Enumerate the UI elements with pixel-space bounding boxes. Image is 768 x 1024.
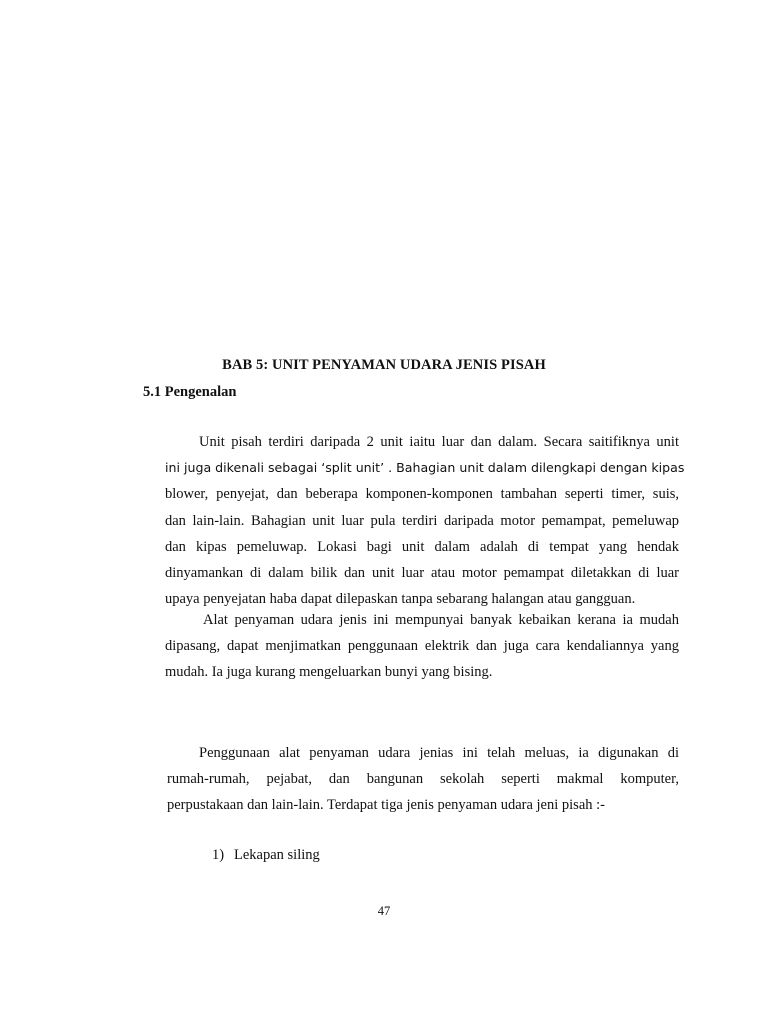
- paragraph-introduction: [165, 429, 685, 612]
- paragraph-usage: [167, 740, 679, 819]
- paragraph-line: upaya penyejatan haba dapat dilepaskan tanpa sebarang halangan atau gangguan.: [165, 591, 636, 608]
- paragraph-line: dipasang, dapat menjimatkan penggunaan elektrik dan juga cara kendaliannya yang: [165, 638, 679, 655]
- paragraph-line: Unit pisah terdiri daripada 2 unit iaitu luar dan dalam. Secara saitifiknya unit: [199, 434, 679, 450]
- paragraph-line: mudah. Ia juga kurang mengeluarkan bunyi yang bising.: [165, 664, 493, 681]
- list-item-number: 1): [212, 847, 225, 863]
- chapter-title: BAB 5: UNIT PENYAMAN UDARA JENIS PISAH: [222, 357, 546, 373]
- paragraph-line: ini juga dikenali sebagai ‘split unit’ . Bahagian unit dalam dilengkapi dengan kipas: [165, 460, 685, 476]
- paragraph-line: rumah-rumah, pejabat, dan bangunan sekolah seperti makmal komputer,: [167, 771, 679, 788]
- paragraph-advantages: [165, 607, 679, 686]
- paragraph-line: dan kipas pemeluwap. Lokasi bagi unit dalam adalah di tempat yang hendak: [165, 538, 679, 555]
- types-list: [212, 847, 320, 864]
- paragraph-line: blower, penyejat, dan beberapa komponen-komponen tambahan seperti timer, suis,: [165, 486, 679, 503]
- section-heading: 5.1 Pengenalan: [143, 384, 237, 400]
- paragraph-line: dan lain-lain. Bahagian unit luar pula terdiri daripada motor pemampat, pemeluwap: [165, 512, 679, 529]
- paragraph-line: dinyamankan di dalam bilik dan unit luar atau motor pemampat diletakkan di luar: [165, 564, 679, 581]
- list-item: [212, 847, 320, 864]
- paragraph-line: Penggunaan alat penyaman udara jenias ini telah meluas, ia digunakan di: [199, 745, 679, 761]
- page-number: 47: [377, 904, 391, 918]
- paragraph-line: perpustakaan dan lain-lain. Terdapat tiga jenis penyaman udara jeni pisah :-: [167, 797, 605, 814]
- paragraph-line: Alat penyaman udara jenis ini mempunyai banyak kebaikan kerana ia mudah: [203, 612, 679, 628]
- list-item-text: Lekapan siling: [234, 847, 320, 863]
